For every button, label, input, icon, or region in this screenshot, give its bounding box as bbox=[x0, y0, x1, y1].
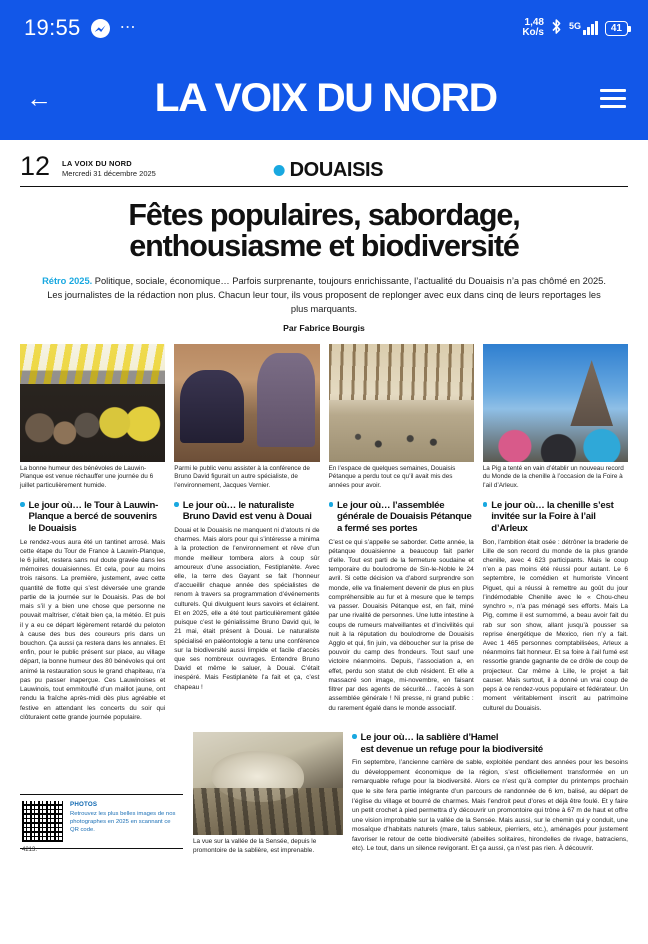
article-column-petanque bbox=[329, 500, 474, 722]
photo-frame[interactable] bbox=[483, 344, 628, 462]
qr-promo-text: Retrouvez les plus belles images de nos photographes en 2025 en scannant ce QR code. bbox=[70, 810, 176, 833]
article-kicker-text: Le jour où… l’assemblée générale de Douaisis Pétanque a fermé ses portes bbox=[337, 499, 472, 534]
photo-image-boulodrome bbox=[329, 344, 474, 462]
article-kicker bbox=[20, 500, 165, 535]
photo-cell bbox=[174, 344, 319, 491]
masthead bbox=[20, 151, 628, 186]
article-kicker-text: Le jour où… la chenille s’est invitée sur la Foire à l’ail d’Arleux bbox=[491, 499, 614, 534]
page-title-line-2: enthousiasme et biodiversité bbox=[129, 229, 519, 264]
signal-strength-icon bbox=[569, 21, 598, 35]
article-body: Bon, l’ambition était osée : détrôner la braderie de Lille de son record du monde de la plus grande chenille, avec 4 623 participants. Mais le coup n’en a pas moins été réussi pour autant. Le 6 septembre, le comédien et humoriste Vincent Piguet, qui a réussi à remettre au goût du jour l’indémodable Chenille avec le « Chou-cheu synchro », n’a pas ménagé ses efforts. Mais La Pig, comme il est surnommé, a beau avoir fait du rab sur son show, allant jusqu’à pousser sa reprise énergétique de Mexico, rien n’y a fait. Avec 1 465 personnes comptabilisées, Arleux a néanmoins fait honneur. Et sa foire à l’ail fumé est ressortie grande gagnante de ce drôle de coup de projecteur. Car même à Lille, le projet a fait causer. Mais surtout, il a donné un vrai coup de peps à ce rendez-vous populaire et fédérateur. Un moment véritablement inscrit au patrimoine culturel du Douaisis. bbox=[482, 538, 628, 712]
back-button[interactable]: ← bbox=[26, 83, 52, 113]
article-kicker bbox=[329, 500, 474, 535]
photo-caption: Parmi le public venu assister à la conférence de Bruno David figurait un autre spécialiste, de l’environnement, Jacques Vernier. bbox=[174, 464, 310, 489]
photo-frame[interactable] bbox=[329, 344, 474, 462]
article-body: Le rendez-vous aura été un tantinet arrosé. Mais cette étape du Tour de France à Lauwin-Planque, le 6 juillet, restera sans nul doute gravée dans les mémoires douaisiennes. Et cela, pour au moins trois raisons. La première, justement, avec cette quantité de flotte qui s’est déversée une grande partie de la journée sur le Douaisis. Pas de bol mais s’il y a bien une chose que personne ne pouvait maîtriser, c’était bien ça, la météo. Et puis il y a eu ce départ légèrement retardé du peloton à cause des bus des coureurs pris dans un bouchon. Ça aussi ça restera dans les annales. Et enfin, pour le public présent sur place, au village départ, la bonne humeur des 80 bénévoles qui ont animé la restauration sous le grand chapiteau, n’a pas pu passer inaperçue. Ces Lauwinoises et Lauwinois, tout emmitouflé d’un maillot jaune, ont rendu la fraîche après-midi dès plus agréable et festive en attendant les concerts du soir qui clôturaient cette grande journée populaire. bbox=[20, 538, 166, 721]
photo-frame[interactable] bbox=[174, 344, 319, 462]
article-column-tour bbox=[20, 500, 165, 722]
qr-promo-text-wrap bbox=[70, 801, 181, 842]
status-bar-right bbox=[522, 18, 628, 39]
article-body: Fin septembre, l’ancienne carrière de sable, exploitée pendant des années pour les besoins du développement économique de la région, s’est officiellement transformée en un remarquable refuge pour la biodiversité. Alors ce n’est qu’à compter du printemps prochain que le site fera partie intégrante d’un parcours de randonnée de 6 km, balisé, au départ de l’église du village et bourré de charmes. Mais l’endroit peut d’ores et déjà être foulé. Et y faire un petit crochet à pied permettra d’y découvrir un promontoire qui trône à 67 m de haut et offre une vision improbable sur la vallée de la Sensée. Mais aussi, sur le chemin qui y conduit, une mosaïque d’habitats naturels (mare, talus sableux, pierriers, etc.), aménagés pour justement favoriser le retour de cette biodiversité (abeilles solitaires, hirondelles de rivage, batraciens, etc). Le tout, dans un silence revigorant. Et ça aussi, ça n’est pas rien. À découvrir. bbox=[352, 759, 628, 853]
deck-lead-in: Rétro 2025. bbox=[42, 275, 93, 286]
bullet-dot-icon bbox=[483, 502, 488, 507]
status-bar-left bbox=[24, 15, 137, 41]
qr-promo-box[interactable] bbox=[20, 794, 183, 849]
photo-image-chenille-arleux bbox=[483, 344, 628, 462]
article-kicker bbox=[174, 500, 319, 523]
section-dot-icon bbox=[274, 165, 285, 176]
app-header bbox=[0, 56, 648, 140]
bullet-dot-icon bbox=[20, 502, 25, 507]
byline: Par Fabrice Bourgis bbox=[283, 322, 365, 333]
folio-bottom-marker: 4213. bbox=[22, 847, 38, 854]
article-kicker bbox=[483, 500, 628, 535]
photo-caption: La bonne humeur des bénévoles de Lauwin-Planque est venue réchauffer une journée du 6 juillet particulièrement humide. bbox=[20, 464, 154, 489]
status-clock: 19:55 bbox=[24, 15, 81, 40]
photo-image-bruno-david bbox=[174, 344, 319, 462]
bluetooth-icon bbox=[551, 18, 562, 39]
app-brand-title: LA VOIX DU NORD bbox=[154, 75, 498, 120]
article-body: C’est ce qui s’appelle se saborder. Cette année, la pétanque douaisienne a beaucoup fait parler d’elle. Tout est parti de la fermeture soudaine et temporaire du boulodrome de Sin-le-Noble le 24 avril. Si cette décision va d’abord surprendre son monde, elle va finalement devenir de plus en plus compréhensible au fur et à mesure que le temps va passer. Douaisis Pétanque est, en fait, miné par une rivalité de personnes. Une lutte intestine à coups de rumeurs malveillantes et d’incivilités qui nuit à la réputation du boulodrome de Douaisis Agglo et qui, fin juin, va déboucher sur la prise de pouvoir du camp des frondeurs. Tout sauf une victoire néanmoins. Depuis, l’association a, en effet, perdu son statut de club résident. Et elle a massacré son image, mi-novembre, en faisant filtrer par des agents de sécurité… l’accès à son assemblée générale ! Ni presse, ni grand public : du rarement égalé dans le monde associatif. bbox=[328, 538, 474, 712]
photo-frame[interactable] bbox=[20, 344, 165, 462]
section-label: DOUAISIS bbox=[289, 158, 384, 181]
photo-image-tour-lauwin-planque bbox=[20, 344, 165, 462]
photo-cell bbox=[20, 344, 165, 491]
photo-strip bbox=[20, 344, 628, 491]
photo-caption: La Pig a tenté en vain d’établir un nouveau record du Monde de la chenille à l’occasion de la Foire à l’ail d’Arleux. bbox=[482, 464, 624, 489]
network-type-label: 5G bbox=[568, 21, 581, 31]
article-column-bruno-david bbox=[174, 500, 319, 722]
sabliere-photo-column bbox=[193, 732, 343, 855]
page-number: 12 bbox=[20, 151, 51, 181]
bullet-dot-icon bbox=[174, 502, 179, 507]
data-rate-indicator bbox=[522, 18, 544, 39]
article-kicker-text: Le jour où… le naturaliste Bruno David est venu à Douai bbox=[182, 499, 312, 523]
data-rate-value: 1,48 bbox=[524, 16, 544, 28]
article-columns bbox=[20, 500, 628, 722]
photo-frame[interactable] bbox=[193, 732, 343, 835]
qr-promo-column bbox=[20, 732, 183, 855]
signal-bars-icon bbox=[583, 21, 598, 35]
status-bar bbox=[0, 0, 648, 56]
deck-text: Politique, sociale, économique… Parfois surprenante, toujours enrichissante, l’actualité du Douaisis n’a pas chômé en 2025. Les journalistes de la rédaction non plus. Chacun leur tour, ils vous proposent de replonger avec eux dans cinq de leurs reportages les plus marquants. bbox=[47, 275, 606, 314]
article-kicker-text bbox=[361, 732, 544, 755]
sabliere-article bbox=[193, 732, 628, 855]
bottom-block bbox=[20, 732, 628, 855]
bullet-dot-icon bbox=[352, 734, 357, 739]
qr-promo-title: PHOTOS bbox=[70, 800, 98, 808]
masthead-divider bbox=[20, 186, 628, 187]
photo-caption: En l’espace de quelques semaines, Douaisis Pétanque a perdu tout ce qu’il avait mis des années pour avoir. bbox=[328, 464, 456, 489]
data-rate-unit: Ko/s bbox=[522, 27, 544, 38]
page-title bbox=[20, 197, 628, 264]
article-kicker-line-2: est devenue un refuge pour la biodiversité bbox=[360, 743, 543, 755]
battery-indicator: 41 bbox=[605, 21, 628, 36]
bullet-dot-icon bbox=[329, 502, 334, 507]
messenger-icon bbox=[91, 19, 110, 38]
qr-code-icon[interactable] bbox=[22, 801, 63, 842]
photo-image-sabliere-hamel bbox=[193, 732, 343, 835]
article-kicker-line-1: Le jour où… la sablière d’Hamel bbox=[360, 731, 499, 743]
hamburger-menu-icon[interactable] bbox=[600, 89, 626, 108]
newspaper-page[interactable] bbox=[0, 140, 648, 944]
masthead-date: Mercredi 31 décembre 2025 bbox=[62, 168, 156, 178]
masthead-publication: LA VOIX DU NORD bbox=[62, 158, 132, 168]
photo-caption: La vue sur la vallée de la Sensée, depuis le promontoire de la sablière, est imprenable. bbox=[193, 837, 317, 854]
photo-cell bbox=[329, 344, 474, 491]
article-kicker bbox=[352, 732, 628, 755]
section-name bbox=[274, 159, 383, 182]
page-deck bbox=[20, 275, 628, 317]
overflow-dots-icon: ⋯ bbox=[119, 19, 137, 36]
article-kicker-text: Le jour où… le Tour à Lauwin-Planque a bercé de souvenirs le Douaisis bbox=[28, 499, 159, 534]
masthead-meta bbox=[62, 159, 156, 180]
photo-cell bbox=[483, 344, 628, 491]
article-column-chenille bbox=[483, 500, 628, 722]
page-title-line-1: Fêtes populaires, sabordage, bbox=[128, 197, 520, 232]
sabliere-text-column bbox=[352, 732, 628, 855]
article-body: Douai et le Douaisis ne manquent ni d’atouts ni de charmes. Mais alors pour qui s’intéresse a minima à la protection de l’environnement et rêve d’un monde meilleur tombera alors à coup sûr amoureux d’une association, Festiplanète. Avec elle, la terre des Gayant se fait l’honneur d’accueillir chaque année des spécialistes de renom à travers sa programmation d’événements culturels. Qui divulguent leurs savoirs et éclairent. Et en 2025, elle a été tout particulièrement gâtée puisque c’est le génialissime Bruno David qui, le 21 mai, était présent à Douai. Le naturaliste spécialisé en paléontologie a tenu une conférence sur la biodiversité aussi limpide et facile d’accès que ses nombreux ouvrages. Entendre Bruno David et même le saluer, à Douai. C’était inespéré. Mais Festiplanète l’a fait et ça, c’est chapeau ! bbox=[174, 526, 320, 691]
